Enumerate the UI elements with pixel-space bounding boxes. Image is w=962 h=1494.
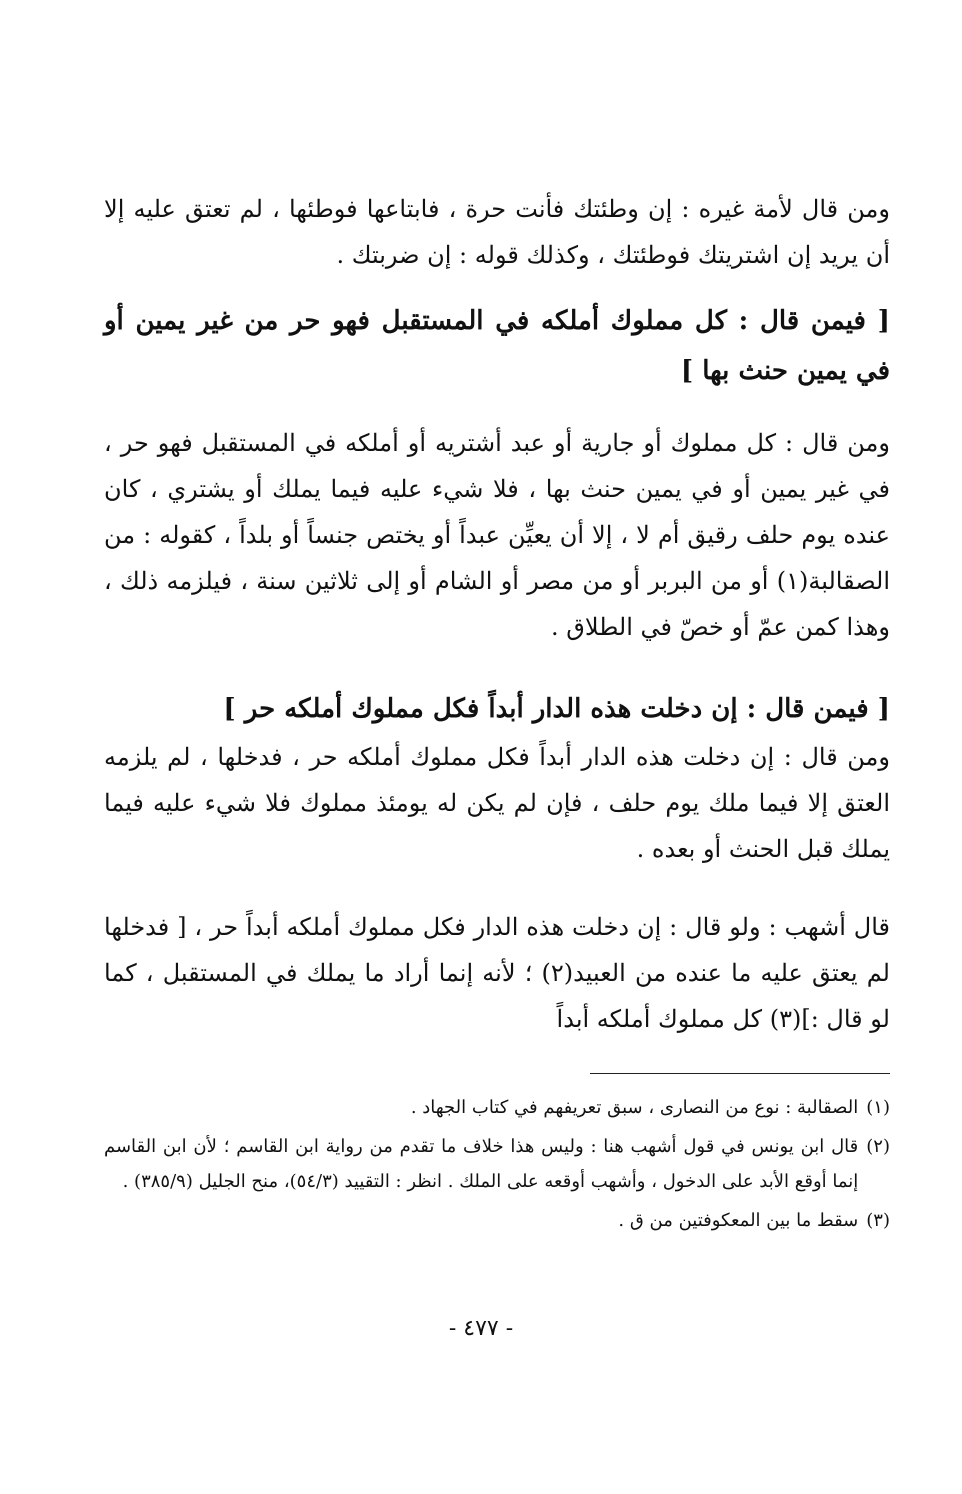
section-heading-2: [ فيمن قال : إن دخلت هذه الدار أبداً فكل مملوك أملكه حر ]: [223, 694, 890, 724]
footnote-number: (٣): [866, 1210, 890, 1231]
footnote-3: [104, 1203, 890, 1238]
footnote-text: قال ابن يونس في قول أشهب هنا : وليس هذا خلاف ما تقدم من رواية ابن القاسم ؛ لأن ابن القاسم إنما أوقع الأبد على الدخول ، وأشهب أوقعه على الملك . انظر : التقييد (٥٤/٣)، منح الجليل (٣٨٥/٩) .: [104, 1136, 859, 1192]
paragraph-4: قال أشهب : ولو قال : إن دخلت هذه الدار فكل مملوك أملكه أبداً حر ، [ فدخلها لم يعتق عليه ما عنده من العبيد(٢) ؛ لأنه إنما أراد ما يملك في المستقبل ، كما لو قال :](٣) كل مملوك أملكه أبداً: [104, 913, 890, 1033]
footnote-divider: [590, 1073, 890, 1074]
section-heading-1: [ فيمن قال : كل مملوك أملكه في المستقبل فهو حر من غير يمين أو في يمين حنث بها ]: [104, 306, 890, 386]
page-number: - ٤٧٧ -: [448, 1316, 514, 1341]
paragraph-2: ومن قال : كل مملوك أو جارية أو عبد أشتريه أو أملكه في المستقبل فهو حر ، في غير يمين أو في يمين حنث بها ، فلا شيء عليه فيما يملك أو يشتري ، كان عنده يوم حلف رقيق أم لا ، إلا أن يعيِّن عبداً أو يختص جنساً أو بلداً ، كقوله : من الصقالبة(١) أو من البربر أو من مصر أو الشام أو إلى ثلاثين سنة ، فيلزمه ذلك ، وهذا كمن عمّ أو خصّ في الطلاق .: [104, 429, 890, 641]
footnote-text: سقط ما بين المعكوفتين من ق .: [618, 1210, 859, 1231]
paragraph-3: ومن قال : إن دخلت هذه الدار أبداً فكل مملوك أملكه حر ، فدخلها ، لم يلزمه العتق إلا فيما ملك يوم حلف ، فإن لم يكن له يومئذ مملوك فلا شيء عليه فيما يملك قبل الحنث أو بعده .: [104, 743, 890, 863]
paragraph-1: ومن قال لأمة غيره : إن وطئتك فأنت حرة ، فابتاعها فوطئها ، لم تعتق عليه إلا أن يريد إن اشتريتك فوطئتك ، وكذلك قوله : إن ضربتك .: [104, 195, 890, 269]
footnote-1: [104, 1090, 890, 1125]
footnote-number: (١): [866, 1097, 890, 1118]
footnote-2: [104, 1129, 890, 1199]
footnote-number: (٢): [866, 1136, 890, 1157]
footnotes: [104, 1090, 890, 1242]
footnote-text: الصقالبة : نوع من النصارى ، سبق تعريفهم في كتاب الجهاد .: [410, 1097, 859, 1118]
